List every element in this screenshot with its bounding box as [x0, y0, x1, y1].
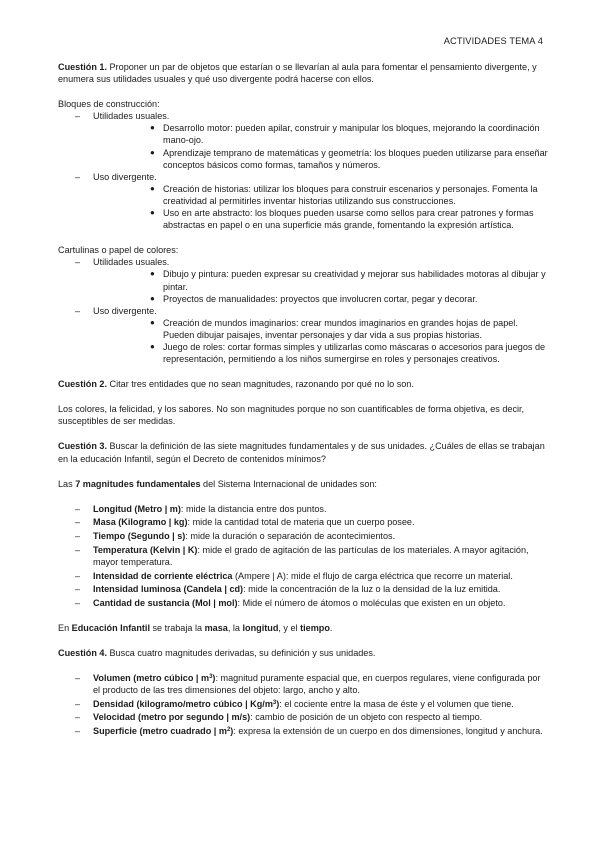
- list-item: ● Dibujo y pintura: pueden expresar su creatividad y mejorar sus habilidades motoras al dibujar y pintar.: [150, 269, 546, 292]
- bullet-icon: ●: [150, 183, 155, 193]
- question-4: [58, 647, 548, 659]
- bullet-icon: ●: [150, 341, 155, 351]
- bullet-icon: ●: [150, 123, 155, 133]
- question-2: [58, 378, 548, 390]
- list-item: – Intensidad luminosa (Candela | cd): mide la concentración de la luz o la densidad de la luz emitida.: [75, 584, 501, 595]
- list-item: – Cantidad de sustancia (Mol | mol): Mide el número de átomos o moléculas que existen en un objeto.: [75, 597, 506, 608]
- list-item: ● Creación de historias: utilizar los bloques para construir escenarios y personajes. Fomenta la creatividad al permitirles inventar historias utilizando sus construcciones.: [150, 183, 538, 206]
- list-item: – Longitud (Metro | m): mide la distancia entre dos puntos.: [75, 503, 327, 514]
- question-2-label: Cuestión 2.: [58, 379, 108, 390]
- object-2-list: [58, 256, 548, 365]
- object-1-title: Bloques de construcción:: [58, 99, 160, 110]
- list-item: – Volumen (metro cúbico | $m^3$): magnitud puramente espacial que, en cuerpos regulares, viene configurada por el producto de las tres dimensiones del objeto: largo, ancho y alto.: [75, 672, 541, 695]
- question-3: [58, 440, 548, 464]
- question-2-text: Citar tres entidades que no sean magnitudes, razonando por qué no lo son.: [107, 379, 414, 390]
- list-item: ● Uso en arte abstracto: los bloques pueden usarse como sellos para crear patrones y formas abstractas en papel o en una superficie más grande, fomentando la expresión artística.: [150, 208, 534, 231]
- question-1-label: Cuestión 1.: [58, 62, 108, 72]
- bullet-icon: ●: [150, 208, 155, 218]
- question-3-intro: Las 7 magnitudes fundamentales del Sistema Internacional de unidades son:: [58, 478, 377, 489]
- bullet-icon: ●: [150, 269, 155, 279]
- document-body: [58, 61, 548, 739]
- question-1-text: Proponer un par de objetos que estarían o se llevarían al aula para fomentar el pensamiento divergente, y enumera sus utilidades usuales y qué uso divergente podrá hacerse con ellos.: [58, 62, 537, 85]
- list-item: – Temperatura (Kelvin | K): mide el grado de agitación de las partículas de los materiales. A mayor agitación, mayor temperatura.: [75, 544, 529, 567]
- fundamental-magnitudes-list: [58, 503, 548, 609]
- object-1-usual: – Utilidades usuales. ● Desarrollo motor: pueden apilar, construir y manipular los bloques, mejorando la coordinación mano-ojo. ● Aprendizaje temprano de matemáticas y geometría: los bloques pueden utilizarse para enseñar conceptos básicos como formas, tamaños y números.: [75, 111, 548, 170]
- list-item: ● Juego de roles: cortar formas simples y utilizarlas como máscaras o accesorios para juegos de representación, permitiendo a los niños sumergirse en roles y personajes creativos.: [150, 341, 546, 365]
- bullet-icon: ●: [150, 147, 155, 157]
- derived-magnitudes-list: [58, 672, 548, 737]
- question-3-text: Buscar la definición de las siete magnitudes fundamentales y de sus unidades. ¿Cuáles de ellas se trabajan en la educación Infantil, según el Decreto de contenidos mínimos?: [58, 441, 545, 464]
- object-2-usual: – Utilidades usuales. ● Dibujo y pintura: pueden expresar su creatividad y mejorar sus habilidades motoras al dibujar y pintar. ● Proyectos de manualidades: proyectos que involucren cortar, pegar y decorar.: [58, 256, 548, 304]
- question-2-answer: Los colores, la felicidad, y los sabores. No son magnitudes porque no son cuantificables de forma objetiva, es decir, susceptibles de ser medidas.: [58, 404, 525, 427]
- page-header: ACTIVIDADES TEMA 4: [443, 36, 543, 46]
- list-item: – Densidad (kilogramo/metro cúbico | $Kg/m^3$): el cociente entre la masa de éste y el volumen que tiene.: [75, 698, 514, 709]
- object-1-usual-label: Utilidades usuales.: [93, 111, 170, 122]
- list-item: – Intensidad de corriente eléctrica (Ampere | A): mide el flujo de carga eléctrica que recorre un material.: [75, 570, 513, 581]
- object-1-list: [58, 110, 548, 231]
- list-item: ● Aprendizaje temprano de matemáticas y geometría: los bloques pueden utilizarse para enseñar conceptos básicos como formas, tamaños y números.: [150, 147, 548, 170]
- bullet-icon: ●: [150, 317, 155, 327]
- object-2-divergent-label: Uso divergente.: [93, 305, 157, 316]
- question-3-label: Cuestión 3.: [58, 441, 108, 452]
- bullet-icon: ●: [150, 293, 155, 303]
- object-1-divergent-label: Uso divergente.: [93, 171, 157, 182]
- question-4-label: Cuestión 4.: [58, 647, 108, 658]
- list-item: – Masa (Kilogramo | kg): mide la cantidad total de materia que un cuerpo posee.: [75, 517, 415, 528]
- list-item: ● Desarrollo motor: pueden apilar, construir y manipular los bloques, mejorando la coordinación mano-ojo.: [150, 123, 540, 146]
- list-item: ● Creación de mundos imaginarios: crear mundos imaginarios en grandes hojas de papel. Pueden dibujar paisajes, inventar personajes y dar vida a sus propias historias.: [150, 317, 518, 340]
- list-item: ● Proyectos de manualidades: proyectos que involucren cortar, pegar y decorar.: [150, 293, 478, 304]
- object-2-divergent: – Uso divergente. ● Creación de mundos imaginarios: crear mundos imaginarios en grandes hojas de papel. Pueden dibujar paisajes, inventar personajes y dar vida a sus propias historias. ● Juego de roles: cortar formas simples y utilizarlas como máscaras o accesorios para juegos de representación, permitiendo a los niños sumergirse en roles y personajes creativos.: [58, 305, 548, 365]
- list-item: – Tiempo (Segundo | s): mide la duración o separación de acontecimientos.: [75, 531, 396, 542]
- list-item: – Velocidad (metro por segundo | m/s): cambio de posición de un objeto con respecto al tiempo.: [75, 712, 483, 723]
- infantil-magnitudes: En Educación Infantil se trabaja la masa, la longitud, y el tiempo.: [58, 622, 333, 633]
- object-2-usual-label: Utilidades usuales.: [93, 257, 170, 268]
- object-1-divergent: – Uso divergente. ● Creación de historias: utilizar los bloques para construir escenarios y personajes. Fomenta la creatividad al permitirles inventar historias utilizando sus construcciones. ● Uso en arte abstracto: los bloques pueden usarse como sellos para crear patrones y formas abstractas en papel o en una superficie más grande, fomentando la expresión artística.: [58, 171, 548, 231]
- list-item: – Superficie (metro cuadrado | $m^2$): expresa la extensión de un cuerpo en dos dimensiones, longitud y anchura.: [75, 725, 543, 736]
- question-4-text: Busca cuatro magnitudes derivadas, su definición y sus unidades.: [107, 647, 376, 658]
- question-1: [58, 61, 548, 85]
- object-2-title: Cartulinas o papel de colores:: [58, 245, 179, 256]
